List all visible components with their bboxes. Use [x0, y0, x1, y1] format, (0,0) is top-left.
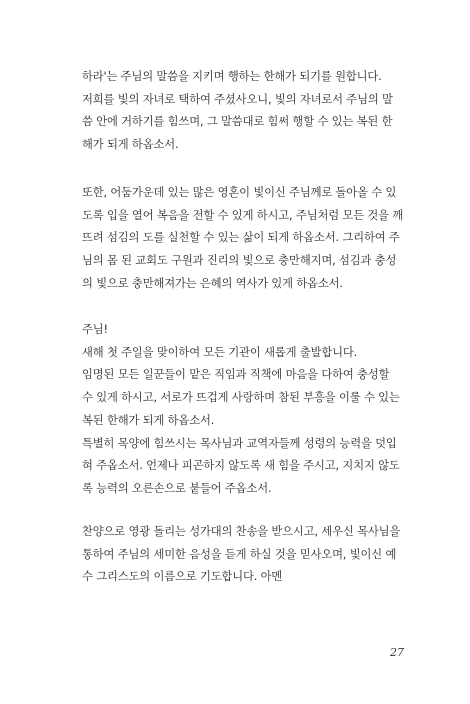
- text-line: 님의 몸 된 교회도 구원과 진리의 빛으로 충만해지며, 섬김과 충성: [82, 254, 397, 268]
- text-line: 하라'는 주님의 말씀을 지키며 행하는 한해가 되기를 원합니다.: [82, 70, 382, 83]
- text-line: 수 그리스도의 이름으로 기도합니다. 아멘: [82, 570, 283, 584]
- text-line: 특별히 목양에 힘쓰시는 목사님과 교역자들께 성령의 능력을 덧입: [82, 436, 397, 450]
- text-line: 씀 안에 거하기를 힘쓰며, 그 말씀대로 힘써 행할 수 있는 복된 한: [82, 115, 393, 129]
- paragraph-2: [82, 182, 412, 296]
- paragraph-3: [82, 319, 412, 501]
- text-line: 의 빛으로 충만해져가는 은혜의 역사가 있게 하옵소서.: [82, 276, 343, 290]
- text-line: 도록 입을 열어 복음을 전할 수 있게 하시고, 주님처럼 모든 것을 깨: [82, 208, 404, 222]
- text-line: 록 능력의 오른손으로 붙들어 주옵소서.: [82, 481, 272, 495]
- paragraph-1: [82, 66, 412, 157]
- text-line: 복된 한해가 되게 하옵소서.: [82, 413, 215, 427]
- text-line: 찬양으로 영광 돌리는 성가대의 찬송을 받으시고, 세우신 목사님을: [82, 525, 401, 538]
- text-line: 통하여 주님의 세미한 음성을 듣게 하실 것을 믿사오며, 빛이신 예: [82, 547, 397, 561]
- text-line: 임명된 모든 일꾼들이 맡은 직임과 직책에 마음을 다하여 충성할: [82, 368, 390, 382]
- text-line: 혀 주옵소서. 언제나 피곤하지 않도록 새 힘을 주시고, 지치지 않도: [82, 459, 400, 473]
- text-line: 또한, 어둠가운데 있는 많은 영혼이 빛이신 주님께로 돌아올 수 있: [82, 186, 397, 199]
- paragraph-4: [82, 521, 412, 589]
- text-line: 수 있게 하시고, 서로가 뜨겁게 사랑하며 참된 부흥을 이룰 수 있는: [82, 391, 400, 405]
- text-line: 뜨려 섬김의 도를 실천할 수 있는 삶이 되게 하옵소서. 그리하여 주: [82, 231, 400, 245]
- text-line: 새해 첫 주일을 맞이하여 모든 기관이 새롭게 출발합니다.: [82, 345, 358, 359]
- text-line: 주님!: [82, 323, 108, 336]
- page-number: 27: [390, 646, 404, 659]
- text-line: 해가 되게 하옵소서.: [82, 138, 179, 152]
- text-line: 저희를 빛의 자녀로 택하여 주셨사오니, 빛의 자녀로서 주님의 말: [82, 92, 393, 106]
